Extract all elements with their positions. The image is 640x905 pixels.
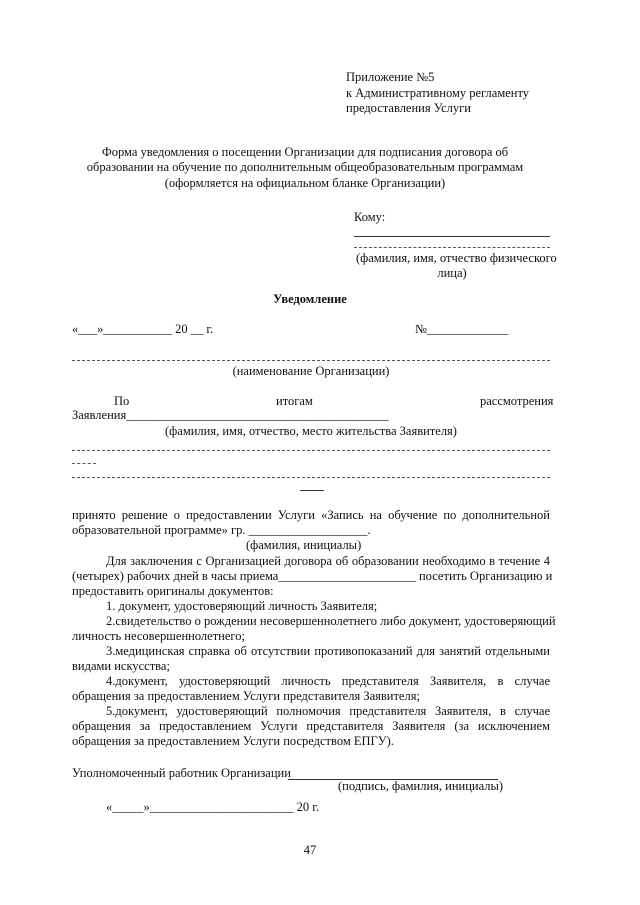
to-label: Кому: <box>354 210 386 224</box>
doc-item-1: 1. документ, удостоверяющий личность Заявителя; <box>106 599 378 613</box>
separator-short <box>300 490 324 491</box>
decision-line-1: принято решение о предоставлении Услуги «Запись на обучение по дополнительной <box>72 508 550 522</box>
doc-item-5-line-1: 5.документ, удостоверяющий полномочия представителя Заявителя, в случае <box>106 704 550 718</box>
form-title-line-2: образовании на обучение по дополнительным общеобразовательным программам <box>86 160 524 174</box>
form-title-line-1: Форма уведомления о посещении Организации для подписания договора об <box>101 145 509 159</box>
doc-item-5-line-2: обращения за предоставлением Услуги представителя Заявителя (за исключением <box>72 719 550 733</box>
organization-caption: (наименование Организации) <box>232 364 390 378</box>
results-word-1: По <box>114 394 130 408</box>
results-word-3: рассмотрения <box>480 394 554 408</box>
instructions-line-1: Для заключения с Организацией договора об образовании необходимо в течение 4 <box>106 554 550 568</box>
page-number: 47 <box>303 843 317 857</box>
recipient-line-2[interactable] <box>354 247 550 248</box>
number-field[interactable]: №_____________ <box>415 322 509 336</box>
doc-item-5-line-3: обращения за предоставлением Услуги посредством ЕПГУ). <box>72 734 394 748</box>
date-field[interactable]: «___»___________ 20 __ г. <box>72 322 214 336</box>
appendix-line-3: предоставления Услуги <box>346 101 471 115</box>
applicant-line-2[interactable] <box>72 477 550 478</box>
applicant-line-1[interactable] <box>72 450 550 451</box>
signature-label: Уполномоченный работник Организации <box>72 766 291 780</box>
doc-item-3-line-1: 3.медицинская справка об отсутствии противопоказаний для занятий отдельными <box>106 644 550 658</box>
recipient-caption-2: лица) <box>437 266 467 280</box>
document-heading: Уведомление <box>273 292 347 306</box>
doc-item-3-line-2: видами искусства; <box>72 659 170 673</box>
results-word-2: итогам <box>276 394 313 408</box>
appendix-line-2: к Административному регламенту <box>346 86 530 100</box>
recipient-line-1[interactable] <box>354 236 550 237</box>
doc-item-2-line-2: личность несовершеннолетнего; <box>72 629 245 643</box>
doc-item-2-line-1: 2.свидетельство о рождении несовершеннолетнего либо документ, удостоверяющий <box>106 614 556 628</box>
organization-line[interactable] <box>72 360 550 361</box>
recipient-caption-1: (фамилия, имя, отчество физического <box>356 251 557 265</box>
doc-item-4-line-1: 4.документ, удостоверяющий личность представителя Заявителя, в случае <box>106 674 550 688</box>
decision-caption: (фамилия, инициалы) <box>246 538 362 552</box>
signature-caption: (подпись, фамилия, инициалы) <box>338 779 504 793</box>
decision-line-2[interactable]: образовательной программе» гр. ___________________. <box>72 523 371 537</box>
applicant-line-short[interactable] <box>72 463 96 464</box>
appendix-line-1: Приложение №5 <box>346 70 435 84</box>
form-title-line-3: (оформляется на официальном бланке Организации) <box>164 176 446 190</box>
applicant-caption: (фамилия, имя, отчество, место жительства Заявителя) <box>165 424 457 438</box>
instructions-line-2[interactable]: (четырех) рабочих дней в часы приема______________________ посетить Организацию и <box>72 569 553 583</box>
doc-item-4-line-2: обращения за предоставлением Услуги представителя Заявителя; <box>72 689 420 703</box>
applicant-field[interactable]: Заявления__________________________________________ <box>72 408 389 422</box>
instructions-line-3: предоставить оригиналы документов: <box>72 584 274 598</box>
signature-date[interactable]: «_____»_______________________ 20 г. <box>106 800 320 814</box>
